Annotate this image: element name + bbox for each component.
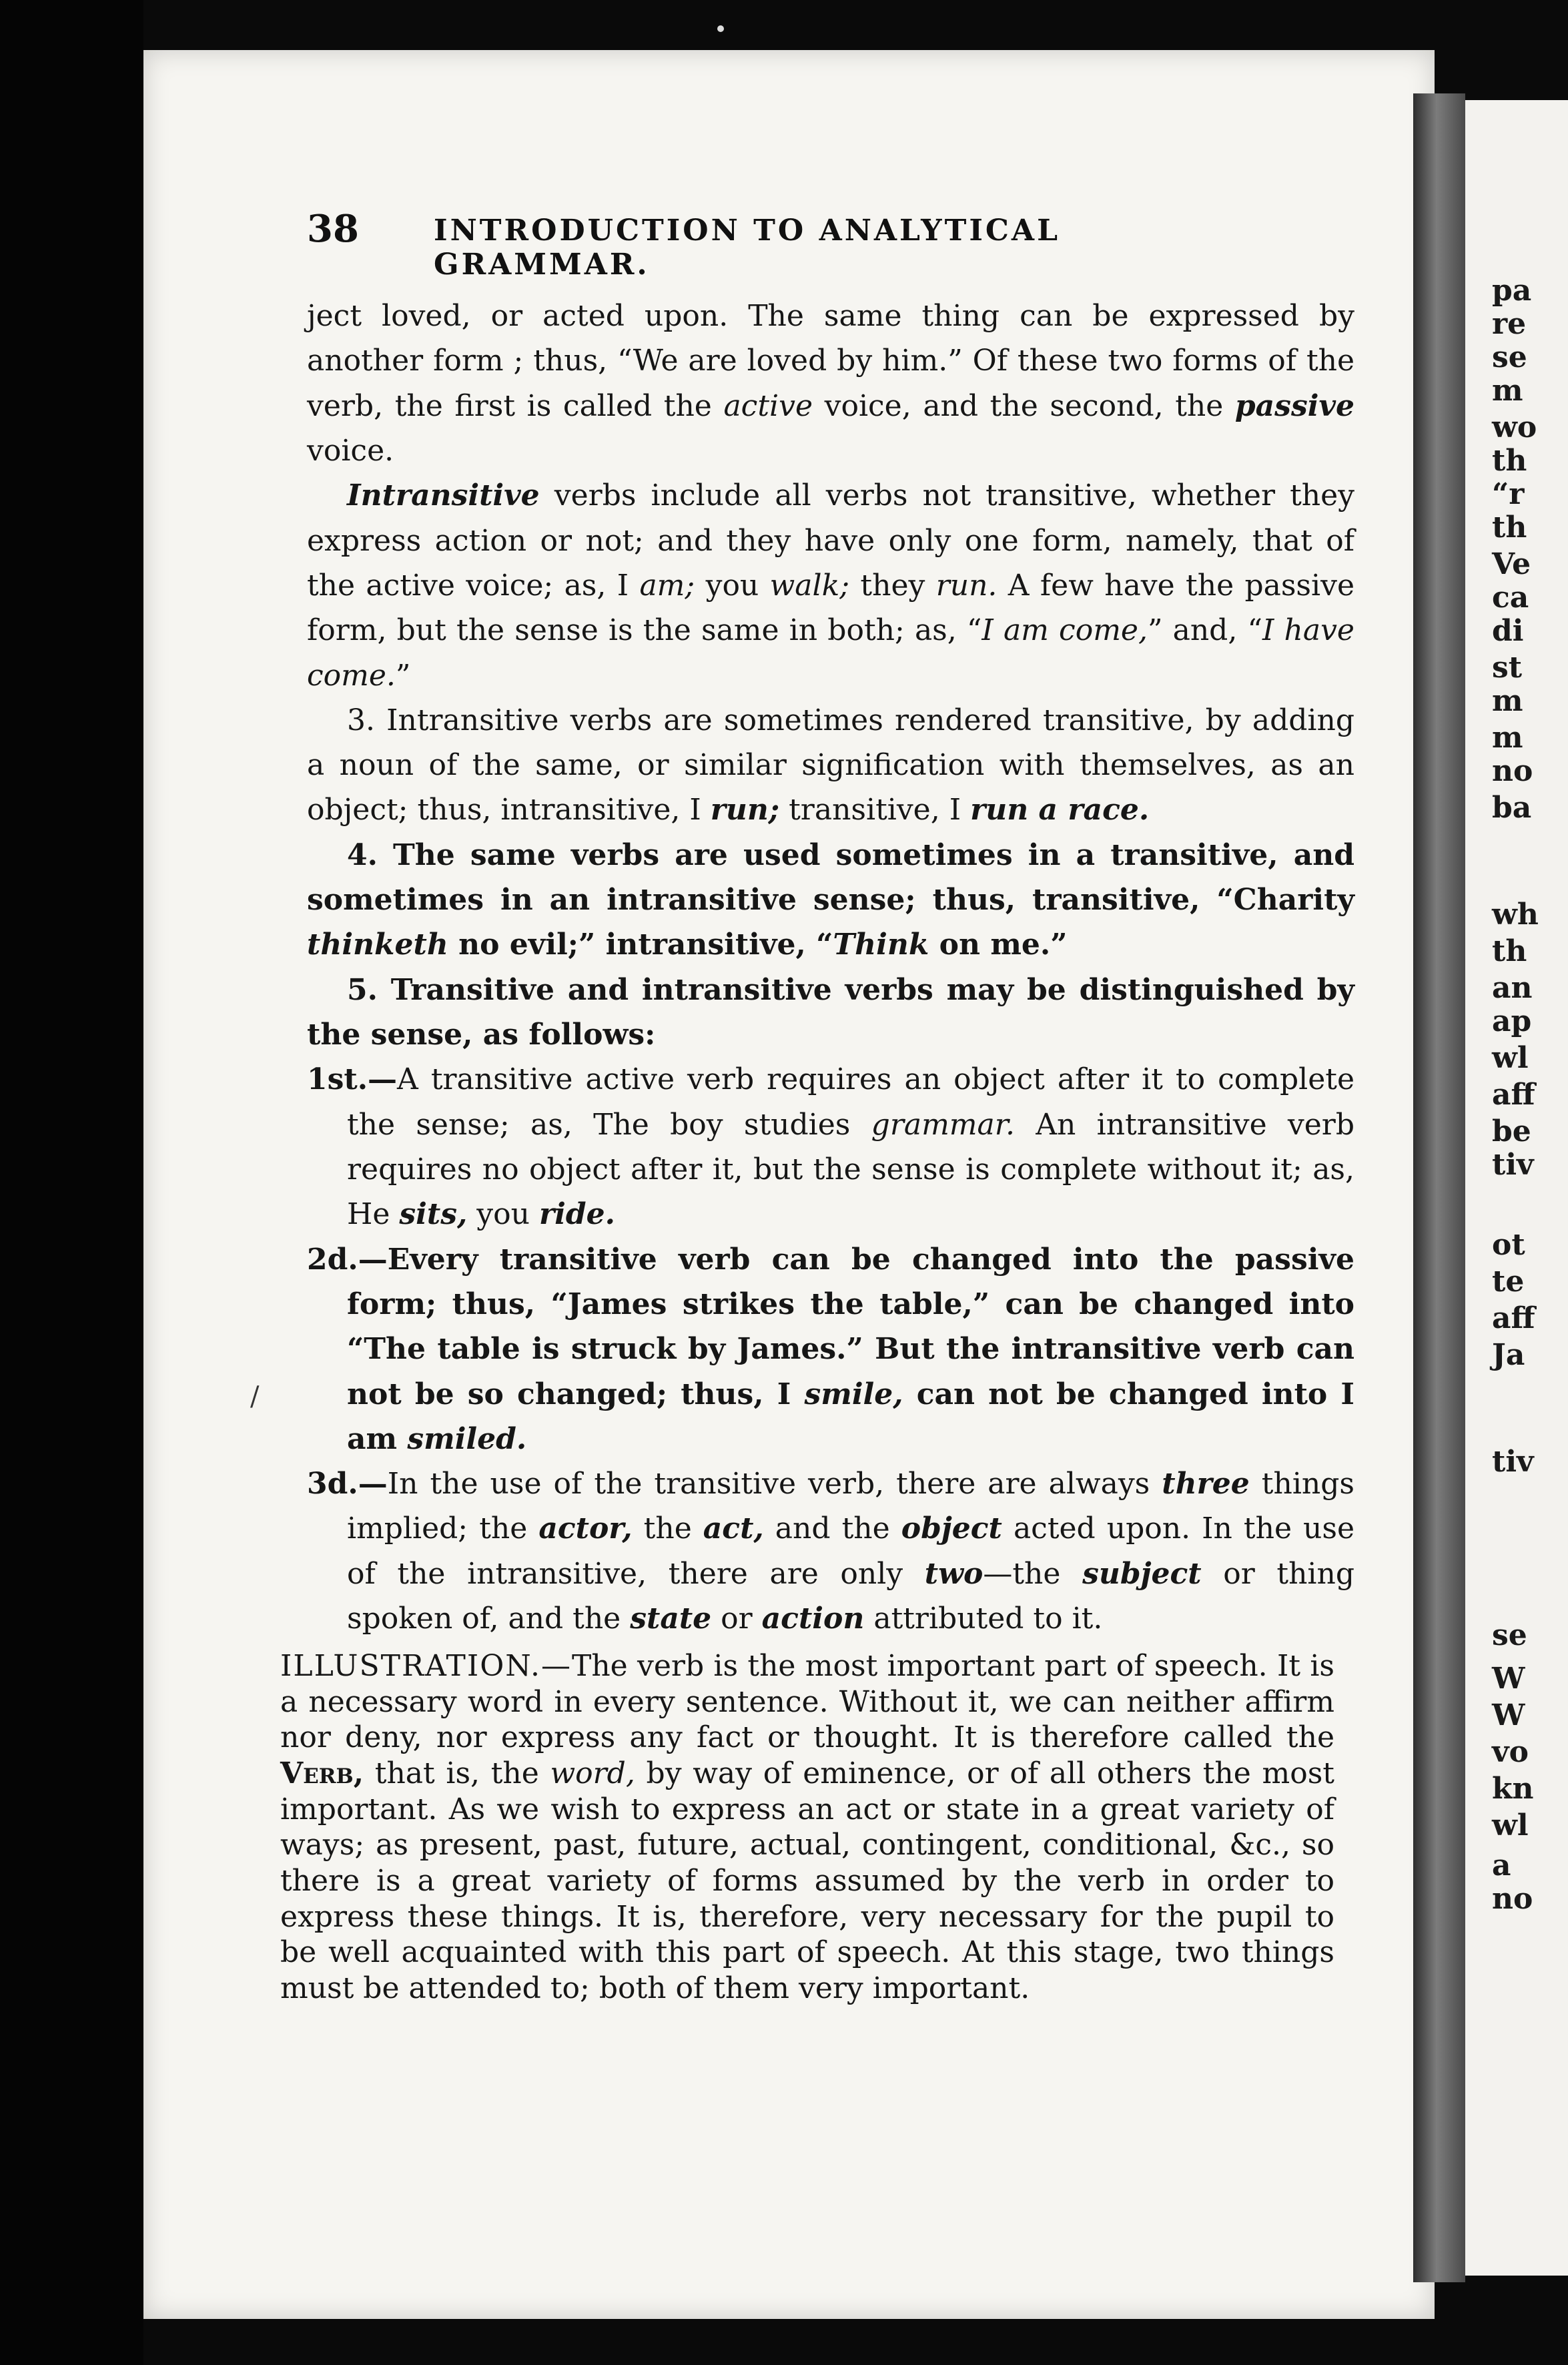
paragraph-intransitive <box>307 473 1354 698</box>
rule-second <box>307 1237 1354 1462</box>
facing-page-fragment: th <box>1492 934 1527 968</box>
text-run: 3. Intransitive verbs are sometimes rendered transitive, by adding a noun of the same, or similar signification with themselves, as an object; thus, intransitive, I <box>307 703 1354 827</box>
facing-page-fragment: aff <box>1492 1301 1535 1335</box>
text-run: ject loved, or acted upon. The same thing can be expressed by another form ; thus, “We are loved by him.” Of these two forms of the verb, the first is called the <box>307 299 1354 423</box>
italic-term: passive <box>1234 388 1354 423</box>
text-run: 4. The same verbs are used sometimes in a transitive, and sometimes in an intransitive sense; thus, transitive, “Charity <box>307 837 1354 918</box>
text-run: verbs include all verbs not transitive, whether they express action or not; and they have only one form, namely, that of the active voice; as, I <box>307 478 1354 603</box>
facing-page-fragment: wl <box>1492 1808 1529 1842</box>
facing-page-fragment: be <box>1492 1114 1531 1148</box>
text-run: or <box>711 1602 762 1636</box>
text-run: acted upon. In the use of the intransitive, there are only <box>347 1511 1355 1591</box>
rule-label: 3d.— <box>307 1467 388 1501</box>
text-run: you <box>467 1197 539 1232</box>
italic-term: smile, <box>804 1377 903 1411</box>
facing-page-fragment: m <box>1492 721 1523 755</box>
facing-page-fragment: th <box>1492 444 1527 478</box>
facing-page-fragment: ca <box>1492 581 1529 615</box>
text-run: voice, and the second, the <box>812 388 1235 423</box>
facing-page-fragment: th <box>1492 511 1527 545</box>
italic-term: act, <box>703 1511 764 1546</box>
italic-term: thinketh <box>307 928 448 962</box>
text-run: ” <box>395 658 411 693</box>
facing-page-fragment: ba <box>1492 791 1532 825</box>
italic-term: state <box>630 1602 712 1636</box>
italic-term: run a race. <box>970 793 1150 827</box>
facing-page-fragment: wl <box>1492 1041 1529 1075</box>
text-run: ” and, “ <box>1147 613 1262 648</box>
illustration-paragraph <box>280 1648 1334 2007</box>
italic-term: word, <box>550 1756 635 1791</box>
text-run: attributed to it. <box>864 1602 1103 1636</box>
facing-page-fragment: no <box>1492 1882 1533 1916</box>
italic-term: object <box>901 1511 1002 1546</box>
paragraph-voice <box>307 294 1354 473</box>
italic-term: grammar. <box>871 1107 1015 1142</box>
italic-term: run; <box>710 793 780 827</box>
facing-page-fragment: tiv <box>1492 1148 1534 1182</box>
facing-page-fragment: se <box>1492 1618 1527 1652</box>
italic-term: run. <box>935 568 998 603</box>
italic-term: three <box>1162 1467 1250 1501</box>
text-run: voice. <box>307 433 394 468</box>
facing-page-fragment: kn <box>1492 1772 1534 1806</box>
page-header <box>307 207 1288 282</box>
paragraph-4 <box>307 833 1354 968</box>
facing-page-fragment: wo <box>1492 410 1537 444</box>
text-run: transitive, I <box>779 793 971 827</box>
italic-term: subject <box>1082 1556 1202 1591</box>
facing-page-fragment: W <box>1492 1662 1525 1696</box>
facing-page-fragment: W <box>1492 1698 1525 1732</box>
text-run: by way of eminence, or of all others the most important. As we wish to express an act or state in a great variety of ways; as present, past, future, actual, contingent, conditional, &c., so there is a great variety of forms assumed by the verb in order to express these things. It is, therefore, very necessary for the pupil to be well acquainted with this part of speech. At this stage, two things must be attended to; both of them very important. <box>280 1756 1334 2006</box>
italic-term: ride. <box>538 1197 615 1232</box>
facing-page-fragment: ot <box>1492 1228 1525 1262</box>
illustration-heading: ILLUSTRATION.— <box>280 1649 572 1683</box>
page-number: 38 <box>307 207 359 251</box>
italic-term: two <box>924 1556 984 1591</box>
text-run: they <box>849 568 936 603</box>
facing-page-fragment: “r <box>1492 477 1525 511</box>
italic-term: smiled. <box>407 1421 527 1456</box>
text-run: An intransitive verb requires no object after it, but the sense is complete without it; as, He <box>347 1107 1355 1232</box>
facing-page-fragment: di <box>1492 614 1524 648</box>
facing-page-fragment: vo <box>1492 1735 1529 1769</box>
facing-page-fragment: ap <box>1492 1004 1532 1038</box>
italic-term: actor, <box>538 1511 633 1546</box>
facing-page-fragment: se <box>1492 340 1527 374</box>
scan-speck <box>717 25 724 32</box>
text-run: no evil;” intransitive, “ <box>448 928 833 962</box>
italic-term: I am come, <box>982 613 1148 648</box>
text-run: on me.” <box>929 928 1068 962</box>
italic-term: action <box>761 1602 865 1636</box>
facing-page-fragment: a <box>1492 1848 1511 1883</box>
text-run: Every transitive verb can be changed into the passive form; thus, “James strikes the table,” can be changed into “The table is struck by James.” But the intransitive verb can not be so changed; thus, I <box>347 1242 1354 1411</box>
book-gutter <box>1413 93 1465 2282</box>
facing-page-fragment: Ve <box>1492 547 1531 581</box>
running-title: INTRODUCTION TO ANALYTICAL GRAMMAR. <box>434 214 1061 282</box>
facing-page-fragment: pa <box>1492 274 1532 308</box>
facing-page <box>1465 100 1568 2276</box>
facing-page-fragment: m <box>1492 374 1523 408</box>
italic-term: walk; <box>769 568 850 603</box>
scan-left-border <box>0 0 143 2365</box>
rule-third <box>307 1461 1354 1641</box>
facing-page-fragment: m <box>1492 684 1523 718</box>
facing-page-fragment: an <box>1492 971 1533 1005</box>
text-run: the <box>632 1511 703 1546</box>
text-run: or thing spoken of, and the <box>347 1556 1355 1636</box>
text-run: and the <box>763 1511 901 1546</box>
italic-term: active <box>723 388 813 423</box>
small-caps-term: Verb, <box>280 1756 364 1791</box>
text-run: The verb is the most important part of speech. It is a necessary word in every sentence. Without it, we can neither affirm nor deny, nor express any fact or thought. It is therefore called the <box>280 1649 1334 1755</box>
text-run: that is, the <box>364 1756 550 1791</box>
text-run: A few have the passive form, but the sense is the same in both; as, “ <box>307 568 1354 648</box>
text-run: can not be changed into I am <box>347 1377 1354 1456</box>
rule-label: 1st.— <box>307 1062 398 1097</box>
facing-page-fragment: tiv <box>1492 1445 1534 1479</box>
italic-term: sits, <box>399 1197 468 1232</box>
paragraph-3 <box>307 698 1354 833</box>
margin-mark: / <box>250 1381 260 1412</box>
italic-term: Intransitive <box>347 478 540 513</box>
italic-term: am; <box>639 568 695 603</box>
text-run: A transitive active verb requires an object after it to complete the sense; as, The boy studies <box>347 1062 1354 1142</box>
facing-page-fragment: aff <box>1492 1078 1535 1112</box>
facing-page-fragment: wh <box>1492 898 1539 932</box>
facing-page-fragment: Ja <box>1492 1338 1525 1372</box>
italic-term: I have come. <box>307 613 1354 693</box>
facing-page-fragment: no <box>1492 754 1533 788</box>
text-run: you <box>695 568 770 603</box>
rule-label: 2d.— <box>307 1242 388 1277</box>
text-run: In the use of the transitive verb, there are always <box>387 1467 1162 1501</box>
facing-page-fragment: re <box>1492 307 1527 341</box>
text-run: —the <box>983 1556 1083 1591</box>
italic-term: Think <box>833 928 929 962</box>
facing-page-fragment: st <box>1492 651 1523 685</box>
facing-page-fragment: te <box>1492 1265 1525 1299</box>
paragraph-5: 5. Transitive and intransitive verbs may be distinguished by the sense, as follows: <box>307 972 1354 1052</box>
body-text <box>307 294 1354 1641</box>
text-run: things implied; the <box>347 1467 1354 1546</box>
rule-first <box>307 1057 1354 1237</box>
